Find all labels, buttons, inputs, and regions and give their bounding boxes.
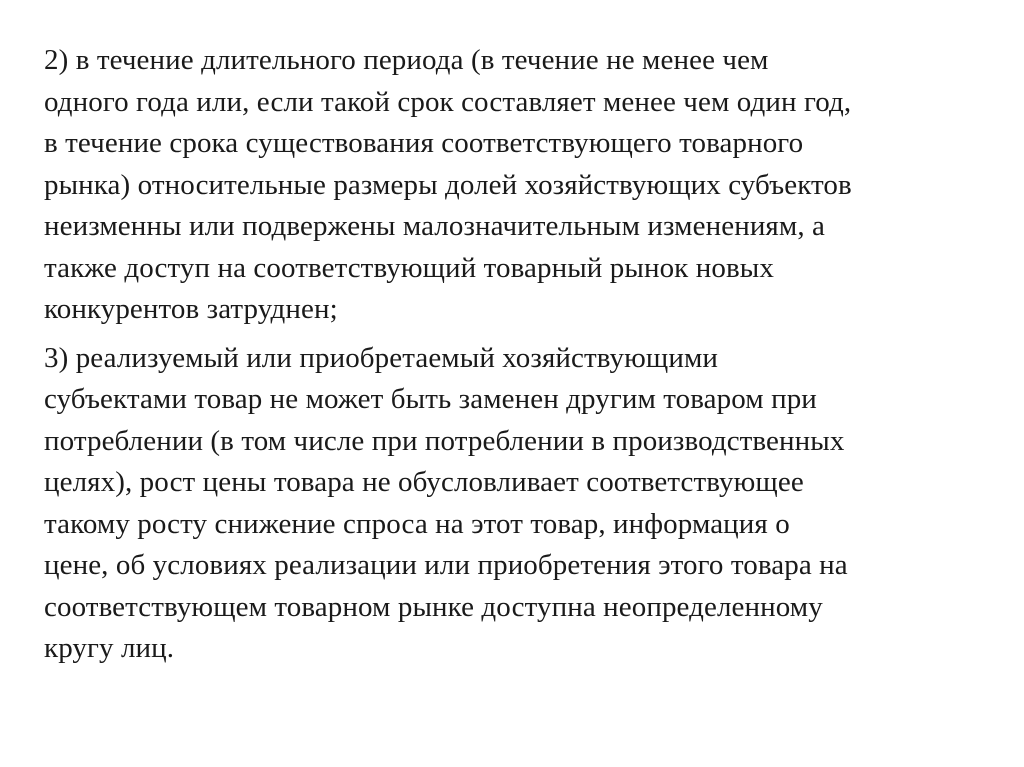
text-line: 2) в течение длительного периода (в течение не менее чем	[44, 44, 769, 76]
text-line: такому росту снижение спроса на этот товар, информация о	[44, 507, 790, 540]
text-line: одного года или, если такой срок составляет менее чем один год,	[44, 85, 852, 118]
text-line: потреблении (в том числе при потреблении в производственных	[44, 424, 845, 457]
text-line: также доступ на соответствующий товарный рынок новых	[44, 251, 774, 284]
paragraph-2	[44, 40, 994, 331]
text-line: цене, об условиях реализации или приобретения этого товара на	[44, 549, 848, 581]
text-line: рынка) относительные размеры долей хозяйствующих субъектов	[44, 168, 852, 201]
text-line: соответствующем товарном рынке доступна неопределенному	[44, 590, 823, 623]
text-line: неизменны или подвержены малозначительным изменениям, а	[44, 210, 825, 242]
text-line: целях), рост цены товара не обусловливает соответствующее	[44, 466, 804, 498]
slide-text	[44, 40, 994, 670]
text-line: 3) реализуемый или приобретаемый хозяйствующими	[44, 341, 719, 374]
text-line: конкурентов затруднен;	[44, 293, 338, 325]
text-line: в течение срока существования соответствующего товарного	[44, 127, 804, 159]
text-line: субъектами товар не может быть заменен другим товаром при	[44, 383, 817, 415]
paragraph-3	[44, 338, 994, 670]
text-line: кругу лиц.	[44, 632, 175, 664]
